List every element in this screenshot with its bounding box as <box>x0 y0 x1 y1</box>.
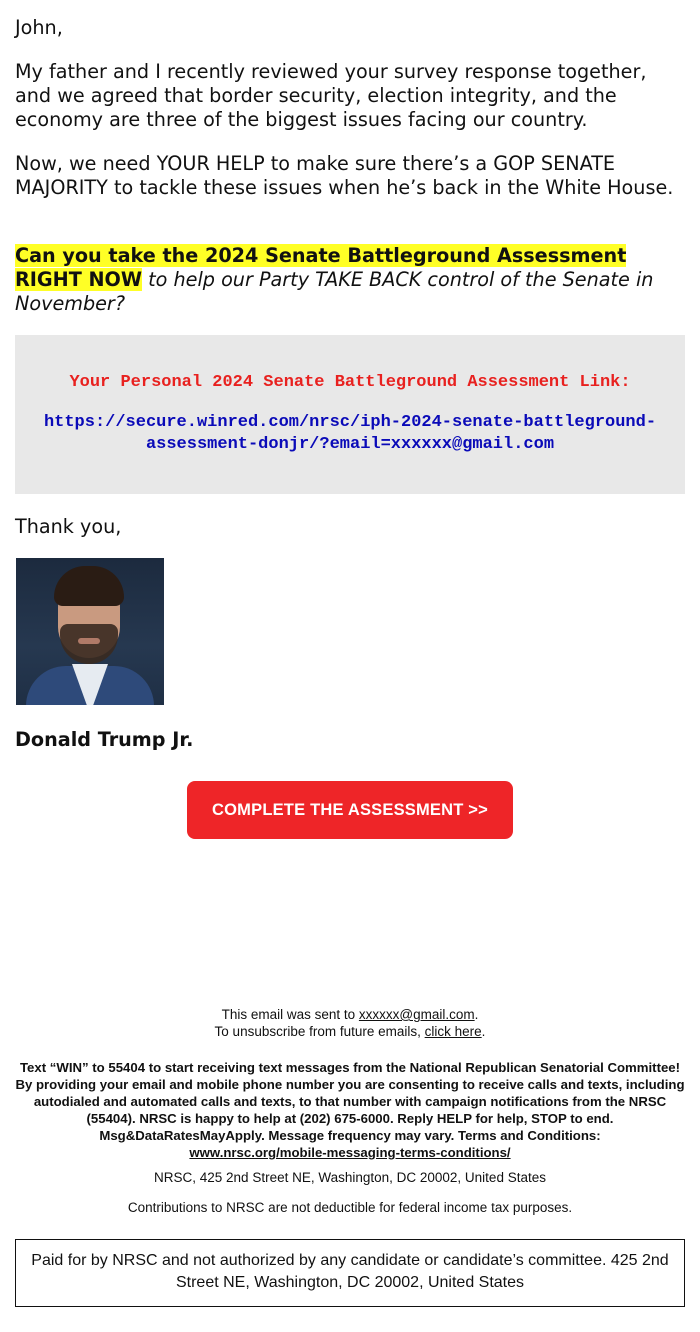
footer-sms-notice <box>15 1059 685 1161</box>
terms-link[interactable]: www.nrsc.org/mobile-messaging-terms-conditions/ <box>189 1145 511 1160</box>
footer-address: NRSC, 425 2nd Street NE, Washington, DC 20002, United States <box>154 1170 546 1185</box>
closing: Thank you, <box>15 515 122 538</box>
paid-for-text: Paid for by NRSC and not authorized by any candidate or candidate’s committee. 425 2nd Street NE, Washington, DC 20002, United States <box>31 1252 669 1291</box>
assessment-link-label[interactable]: Your Personal 2024 Senate Battleground Assessment Link: <box>69 373 631 392</box>
paragraph-2: Now, we need YOUR HELP to make sure there’s a GOP SENATE MAJORITY to tackle these issues when he’s back in the White House. <box>15 152 674 199</box>
greeting: John, <box>15 16 63 39</box>
sms-notice-text: Text “WIN” to 55404 to start receiving text messages from the National Republican Senatorial Committee! By providing your email and mobile phone number you are consenting to receive calls and texts, including autodialed and automated calls and texts, to that number with campaign notifications from the NRSC (55404). NRSC is happy to help at (202) 675-6000. Reply HELP for help, STOP to end. Msg&DataRatesMayApply. Message frequency may vary. Terms and Conditions: <box>15 1060 685 1143</box>
photo-hair-shape <box>54 566 124 606</box>
assessment-link-url[interactable]: https://secure.winred.com/nrsc/iph-2024-senate-battleground-assessment-donjr/?email=xxxxxx@gmail.com <box>43 413 657 454</box>
paid-for-disclaimer-box <box>15 1239 685 1307</box>
sent-to-prefix: This email was sent to <box>221 1007 359 1022</box>
unsubscribe-prefix: To unsubscribe from future emails, <box>214 1024 425 1039</box>
unsubscribe-suffix: . <box>481 1024 486 1039</box>
photo-beard-shape <box>60 624 118 664</box>
footer-tax-notice: Contributions to NRSC are not deductible for federal income tax purposes. <box>127 1200 573 1215</box>
paragraph-1: My father and I recently reviewed your survey response together, and we agreed that border security, election integrity, and the economy are three of the biggest issues facing our country. <box>15 60 647 131</box>
callout-paragraph <box>15 244 683 316</box>
unsubscribe-link[interactable]: click here <box>424 1024 482 1039</box>
photo-mouth-shape <box>78 638 100 644</box>
signature-name: Donald Trump Jr. <box>15 728 194 751</box>
complete-assessment-button[interactable]: COMPLETE THE ASSESSMENT >> <box>187 781 513 839</box>
sent-to-suffix: . <box>474 1007 479 1022</box>
footer-sent-to <box>15 1006 685 1040</box>
assessment-link-box[interactable] <box>15 335 685 494</box>
callout-highlight[interactable]: Can you take the 2024 Senate Battleground Assessment RIGHT NOW <box>15 244 627 291</box>
recipient-email-link[interactable]: xxxxxx@gmail.com <box>358 1007 475 1022</box>
signer-photo <box>16 558 164 705</box>
callout-rest: to help our Party TAKE BACK control of the Senate in November? <box>15 268 654 315</box>
